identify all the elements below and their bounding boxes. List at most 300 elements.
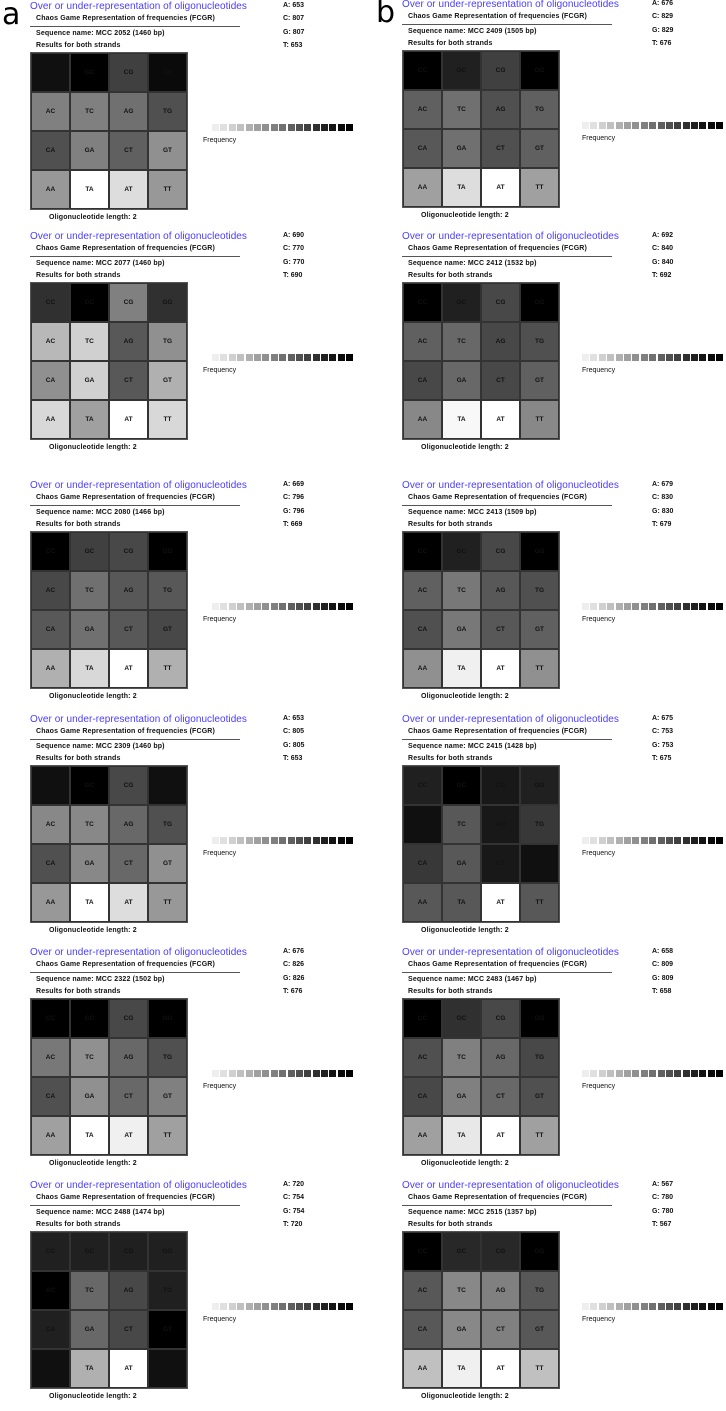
- legend-swatch: [708, 1070, 715, 1077]
- cell-label: AT: [124, 186, 133, 193]
- cell-label: GC: [456, 1248, 467, 1255]
- cell-label: GC: [456, 548, 467, 555]
- legend-swatch: [716, 837, 723, 844]
- fcgr-cell: [31, 170, 70, 209]
- fcgr-cell: [520, 168, 559, 207]
- fcgr-cell: [109, 571, 148, 610]
- legend-swatch: [220, 1303, 227, 1310]
- divider: [402, 739, 612, 740]
- panel-title: Over or under-representation of oligonucleotides: [30, 714, 247, 725]
- fcgr-cell: [403, 1349, 442, 1388]
- legend-swatch: [666, 1303, 673, 1310]
- nucleotide-counts: [652, 948, 673, 1001]
- fcgr-cell: [481, 844, 520, 883]
- cell-label: AT: [496, 1365, 505, 1372]
- oligonucleotide-length: Oligonucleotide length: 2: [49, 1160, 137, 1167]
- cell-label: GC: [456, 299, 467, 306]
- fcgr-cell: [109, 53, 148, 92]
- count-C: C: 807: [283, 15, 305, 23]
- cell-label: AC: [417, 587, 428, 594]
- nucleotide-counts: [283, 715, 304, 768]
- fcgr-cell: [520, 1349, 559, 1388]
- cell-label: CC: [45, 69, 56, 76]
- cell-label: GT: [534, 1326, 545, 1333]
- nucleotide-counts: [283, 2, 304, 55]
- legend-swatch: [254, 124, 261, 131]
- legend-swatch: [346, 1303, 353, 1310]
- legend-swatch: [632, 1303, 639, 1310]
- legend-swatch: [624, 1303, 631, 1310]
- cell-label: AG: [123, 108, 134, 115]
- cell-label: CT: [496, 626, 505, 633]
- cell-label: CC: [417, 1248, 428, 1255]
- fcgr-panel: [363, 480, 726, 711]
- legend-swatch: [683, 837, 690, 844]
- legend-swatch: [321, 1070, 328, 1077]
- oligonucleotide-length: Oligonucleotide length: 2: [421, 212, 509, 219]
- legend-swatch: [313, 1070, 320, 1077]
- cell-label: AT: [496, 665, 505, 672]
- fcgr-grid: [402, 282, 560, 440]
- legend-swatch: [220, 603, 227, 610]
- legend-swatch: [632, 603, 639, 610]
- cell-label: GG: [534, 782, 545, 789]
- legend-swatch: [674, 122, 681, 129]
- panel-subtitle: Chaos Game Representation of frequencies (FCGR): [36, 728, 215, 735]
- legend-swatch: [254, 837, 261, 844]
- sequence-name: Sequence name: MCC 2309 (1460 bp): [36, 743, 165, 750]
- legend-swatch: [321, 124, 328, 131]
- cell-label: AT: [124, 1132, 133, 1139]
- legend-swatch: [708, 837, 715, 844]
- fcgr-cell: [70, 805, 109, 844]
- fcgr-cell: [148, 999, 187, 1038]
- fcgr-cell: [70, 1271, 109, 1310]
- fcgr-cell: [31, 131, 70, 170]
- cell-label: CC: [417, 299, 428, 306]
- legend-swatch: [338, 1070, 345, 1077]
- fcgr-cell: [481, 532, 520, 571]
- legend-swatch: [329, 603, 336, 610]
- fcgr-cell: [109, 92, 148, 131]
- cell-label: TG: [162, 587, 173, 594]
- panel-subtitle: Chaos Game Representation of frequencies (FCGR): [36, 494, 215, 501]
- cell-label: TA: [85, 186, 94, 193]
- cell-label: TC: [85, 821, 94, 828]
- count-A: A: 676: [652, 0, 674, 7]
- fcgr-cell: [70, 322, 109, 361]
- count-T: T: 720: [283, 1220, 303, 1228]
- cell-label: GG: [534, 548, 545, 555]
- legend-swatch: [246, 354, 253, 361]
- fcgr-cell: [520, 649, 559, 688]
- fcgr-cell: [442, 283, 481, 322]
- frequency-label: Frequency: [582, 616, 616, 623]
- legend-swatch: [254, 603, 261, 610]
- cell-label: TT: [535, 899, 544, 906]
- fcgr-cell: [481, 1077, 520, 1116]
- cell-label: AA: [45, 186, 56, 193]
- fcgr-cell: [520, 322, 559, 361]
- legend-swatch: [271, 354, 278, 361]
- count-G: G: 753: [652, 741, 674, 749]
- legend-swatch: [599, 354, 606, 361]
- fcgr-cell: [520, 766, 559, 805]
- legend-swatch: [590, 354, 597, 361]
- frequency-label: Frequency: [203, 616, 237, 623]
- cell-label: CG: [495, 67, 506, 74]
- panel-subtitle: Chaos Game Representation of frequencies (FCGR): [408, 245, 587, 252]
- fcgr-cell: [148, 1232, 187, 1271]
- cell-label: CC: [417, 1015, 428, 1022]
- fcgr-panel: [0, 714, 363, 945]
- figure-label-a: a: [2, 0, 21, 32]
- cell-label: CT: [496, 1326, 505, 1333]
- cell-label: GA: [84, 860, 95, 867]
- cell-label: GC: [84, 548, 95, 555]
- fcgr-cell: [442, 168, 481, 207]
- legend-swatch: [220, 1070, 227, 1077]
- legend-swatch: [229, 837, 236, 844]
- panel-title: Over or under-representation of oligonucleotides: [402, 1180, 619, 1191]
- frequency-legend: [212, 124, 353, 131]
- fcgr-cell: [31, 400, 70, 439]
- fcgr-cell: [31, 844, 70, 883]
- legend-swatch: [691, 354, 698, 361]
- legend-swatch: [616, 837, 623, 844]
- panel-title: Over or under-representation of oligonucleotides: [402, 947, 619, 958]
- cell-label: GT: [534, 1093, 545, 1100]
- fcgr-cell: [70, 532, 109, 571]
- cell-label: AA: [45, 1365, 56, 1372]
- cell-label: TG: [534, 587, 545, 594]
- cell-label: AA: [45, 416, 56, 423]
- cell-label: AC: [417, 1287, 428, 1294]
- count-C: C: 829: [652, 13, 674, 21]
- legend-swatch: [229, 1303, 236, 1310]
- cell-label: TT: [163, 1132, 172, 1139]
- fcgr-cell: [481, 999, 520, 1038]
- cell-label: AT: [496, 899, 505, 906]
- legend-swatch: [288, 124, 295, 131]
- fcgr-cell: [109, 1116, 148, 1155]
- fcgr-grid: [30, 531, 188, 689]
- fcgr-cell: [31, 92, 70, 131]
- cell-label: AA: [417, 416, 428, 423]
- legend-swatch: [632, 122, 639, 129]
- cell-label: TG: [534, 821, 545, 828]
- fcgr-grid: [30, 1231, 188, 1389]
- cell-label: TG: [162, 1287, 173, 1294]
- cell-label: TC: [85, 587, 94, 594]
- legend-swatch: [599, 837, 606, 844]
- fcgr-cell: [31, 999, 70, 1038]
- legend-swatch: [288, 1070, 295, 1077]
- legend-swatch: [590, 837, 597, 844]
- fcgr-cell: [403, 649, 442, 688]
- cell-label: TT: [163, 899, 172, 906]
- cell-label: GA: [84, 147, 95, 154]
- cell-label: AT: [496, 1132, 505, 1139]
- cell-label: GC: [84, 69, 95, 76]
- divider: [30, 972, 240, 973]
- fcgr-cell: [148, 361, 187, 400]
- fcgr-panel: [0, 1180, 363, 1411]
- fcgr-cell: [403, 766, 442, 805]
- fcgr-cell: [403, 805, 442, 844]
- sequence-name: Sequence name: MCC 2488 (1474 bp): [36, 1209, 165, 1216]
- count-C: C: 796: [283, 494, 305, 502]
- count-A: A: 653: [283, 2, 305, 9]
- oligonucleotide-length: Oligonucleotide length: 2: [421, 1393, 509, 1400]
- cell-label: TC: [457, 106, 466, 113]
- cell-label: AG: [495, 821, 506, 828]
- fcgr-cell: [520, 999, 559, 1038]
- fcgr-cell: [109, 1349, 148, 1388]
- oligonucleotide-length: Oligonucleotide length: 2: [49, 1393, 137, 1400]
- frequency-legend: [582, 122, 723, 129]
- legend-swatch: [304, 837, 311, 844]
- fcgr-cell: [481, 1116, 520, 1155]
- fcgr-cell: [31, 361, 70, 400]
- cell-label: AG: [123, 821, 134, 828]
- legend-swatch: [699, 603, 706, 610]
- divider: [30, 505, 240, 506]
- fcgr-cell: [520, 400, 559, 439]
- cell-label: CG: [123, 548, 134, 555]
- fcgr-cell: [520, 90, 559, 129]
- frequency-label: Frequency: [582, 1316, 616, 1323]
- legend-swatch: [649, 837, 656, 844]
- panel-title: Over or under-representation of oligonucleotides: [402, 480, 619, 491]
- legend-swatch: [212, 603, 219, 610]
- fcgr-panel: [363, 947, 726, 1178]
- panel-title: Over or under-representation of oligonucleotides: [402, 0, 619, 10]
- legend-swatch: [658, 603, 665, 610]
- cell-label: AG: [495, 1287, 506, 1294]
- sequence-name: Sequence name: MCC 2322 (1502 bp): [36, 976, 165, 983]
- legend-swatch: [641, 1070, 648, 1077]
- cell-label: TA: [457, 416, 466, 423]
- oligonucleotide-length: Oligonucleotide length: 2: [49, 444, 137, 451]
- count-T: T: 679: [652, 520, 672, 528]
- count-C: C: 770: [283, 245, 305, 253]
- count-C: C: 809: [652, 961, 674, 969]
- nucleotide-counts: [652, 481, 673, 534]
- legend-swatch: [271, 837, 278, 844]
- cell-label: GA: [84, 626, 95, 633]
- legend-swatch: [296, 124, 303, 131]
- fcgr-cell: [109, 400, 148, 439]
- fcgr-cell: [442, 1077, 481, 1116]
- fcgr-cell: [109, 322, 148, 361]
- legend-swatch: [262, 354, 269, 361]
- legend-swatch: [262, 603, 269, 610]
- fcgr-panel: [0, 947, 363, 1178]
- fcgr-cell: [148, 532, 187, 571]
- cell-label: TT: [535, 1365, 544, 1372]
- divider: [30, 256, 240, 257]
- results-strands: Results for both strands: [36, 1221, 121, 1228]
- cell-label: CT: [124, 626, 133, 633]
- legend-swatch: [246, 1303, 253, 1310]
- panel-title: Over or under-representation of oligonucleotides: [402, 714, 619, 725]
- legend-swatch: [674, 354, 681, 361]
- cell-label: GG: [162, 1248, 173, 1255]
- legend-swatch: [279, 837, 286, 844]
- legend-swatch: [649, 354, 656, 361]
- fcgr-cell: [109, 283, 148, 322]
- count-C: C: 754: [283, 1194, 305, 1202]
- panel-title: Over or under-representation of oligonucleotides: [30, 231, 247, 242]
- fcgr-cell: [109, 766, 148, 805]
- cell-label: GA: [456, 377, 467, 384]
- fcgr-cell: [442, 1310, 481, 1349]
- cell-label: GA: [84, 377, 95, 384]
- count-T: T: 692: [652, 271, 672, 279]
- results-strands: Results for both strands: [36, 272, 121, 279]
- legend-swatch: [658, 1070, 665, 1077]
- cell-label: TG: [162, 821, 173, 828]
- cell-label: GT: [534, 145, 545, 152]
- cell-label: AA: [417, 184, 428, 191]
- legend-swatch: [699, 354, 706, 361]
- legend-swatch: [683, 1303, 690, 1310]
- count-G: G: 840: [652, 258, 674, 266]
- fcgr-cell: [442, 766, 481, 805]
- fcgr-panel: [0, 1, 363, 232]
- legend-swatch: [649, 603, 656, 610]
- fcgr-cell: [148, 1116, 187, 1155]
- legend-swatch: [338, 603, 345, 610]
- fcgr-cell: [520, 844, 559, 883]
- fcgr-cell: [481, 322, 520, 361]
- fcgr-cell: [442, 1038, 481, 1077]
- fcgr-cell: [520, 571, 559, 610]
- legend-swatch: [296, 603, 303, 610]
- cell-label: GA: [84, 1093, 95, 1100]
- legend-swatch: [666, 354, 673, 361]
- count-A: A: 692: [652, 232, 674, 239]
- fcgr-cell: [481, 129, 520, 168]
- count-G: G: 826: [283, 974, 305, 982]
- frequency-legend: [582, 1070, 723, 1077]
- fcgr-cell: [442, 649, 481, 688]
- legend-swatch: [338, 837, 345, 844]
- cell-label: TC: [85, 1287, 94, 1294]
- legend-swatch: [641, 122, 648, 129]
- fcgr-cell: [148, 883, 187, 922]
- panel-subtitle: Chaos Game Representation of frequencies (FCGR): [408, 13, 587, 20]
- cell-label: TA: [85, 899, 94, 906]
- fcgr-cell: [481, 766, 520, 805]
- legend-swatch: [674, 1303, 681, 1310]
- count-T: T: 658: [652, 987, 672, 995]
- fcgr-cell: [520, 883, 559, 922]
- legend-swatch: [346, 1070, 353, 1077]
- oligonucleotide-length: Oligonucleotide length: 2: [49, 214, 137, 221]
- legend-swatch: [262, 1070, 269, 1077]
- legend-swatch: [246, 603, 253, 610]
- cell-label: GC: [84, 1015, 95, 1022]
- fcgr-cell: [148, 1310, 187, 1349]
- count-G: G: 830: [652, 507, 674, 515]
- legend-swatch: [674, 1070, 681, 1077]
- legend-swatch: [708, 603, 715, 610]
- legend-swatch: [683, 354, 690, 361]
- legend-swatch: [674, 837, 681, 844]
- sequence-name: Sequence name: MCC 2080 (1466 bp): [36, 509, 165, 516]
- fcgr-cell: [403, 322, 442, 361]
- cell-label: GG: [534, 67, 545, 74]
- fcgr-cell: [481, 283, 520, 322]
- count-T: T: 567: [652, 1220, 672, 1228]
- fcgr-cell: [109, 999, 148, 1038]
- oligonucleotide-length: Oligonucleotide length: 2: [421, 444, 509, 451]
- legend-swatch: [346, 354, 353, 361]
- frequency-legend: [582, 837, 723, 844]
- legend-swatch: [582, 603, 589, 610]
- cell-label: AT: [124, 899, 133, 906]
- fcgr-cell: [109, 361, 148, 400]
- cell-label: CT: [496, 377, 505, 384]
- fcgr-cell: [442, 90, 481, 129]
- count-G: G: 829: [652, 26, 674, 34]
- legend-swatch: [590, 1070, 597, 1077]
- legend-swatch: [338, 124, 345, 131]
- fcgr-cell: [520, 129, 559, 168]
- panel-title: Over or under-representation of oligonucleotides: [30, 480, 247, 491]
- legend-swatch: [716, 1070, 723, 1077]
- count-A: A: 676: [283, 948, 305, 955]
- fcgr-cell: [481, 90, 520, 129]
- cell-label: GT: [162, 377, 173, 384]
- count-G: G: 805: [283, 741, 305, 749]
- cell-label: GG: [162, 69, 173, 76]
- cell-label: AT: [496, 184, 505, 191]
- legend-swatch: [708, 122, 715, 129]
- frequency-label: Frequency: [582, 367, 616, 374]
- legend-swatch: [691, 122, 698, 129]
- cell-label: AG: [123, 587, 134, 594]
- legend-swatch: [658, 837, 665, 844]
- cell-label: TC: [457, 587, 466, 594]
- cell-label: TA: [457, 665, 466, 672]
- cell-label: CA: [45, 1326, 56, 1333]
- panel-subtitle: Chaos Game Representation of frequencies (FCGR): [36, 245, 215, 252]
- legend-swatch: [212, 124, 219, 131]
- cell-label: CC: [417, 67, 428, 74]
- legend-swatch: [212, 1303, 219, 1310]
- fcgr-cell: [31, 283, 70, 322]
- fcgr-cell: [520, 51, 559, 90]
- legend-swatch: [262, 837, 269, 844]
- count-T: T: 653: [283, 41, 303, 49]
- cell-label: CG: [123, 69, 134, 76]
- fcgr-cell: [31, 571, 70, 610]
- fcgr-cell: [70, 1038, 109, 1077]
- cell-label: AT: [124, 1365, 133, 1372]
- cell-label: TA: [457, 1365, 466, 1372]
- cell-label: AC: [45, 587, 56, 594]
- fcgr-cell: [31, 322, 70, 361]
- legend-swatch: [271, 1070, 278, 1077]
- cell-label: AC: [45, 1287, 56, 1294]
- fcgr-cell: [148, 131, 187, 170]
- frequency-legend: [212, 354, 353, 361]
- fcgr-grid: [402, 50, 560, 208]
- oligonucleotide-length: Oligonucleotide length: 2: [421, 927, 509, 934]
